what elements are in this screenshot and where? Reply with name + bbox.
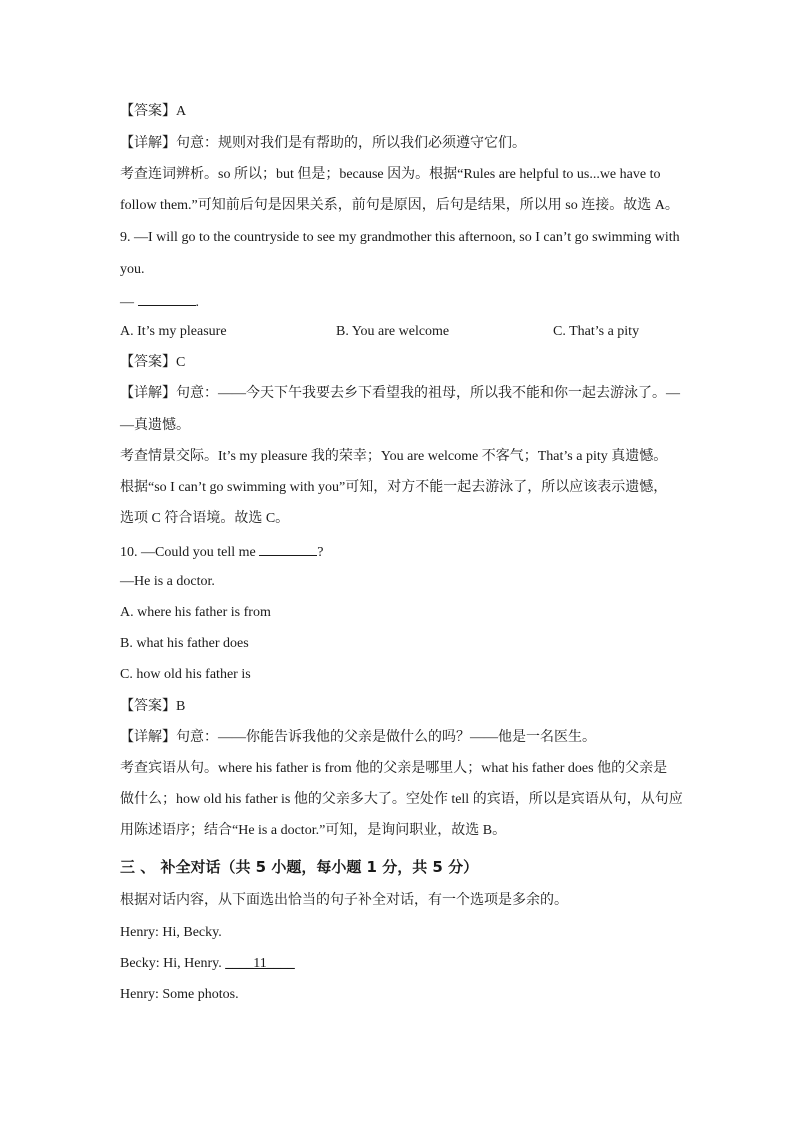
dialog-line-2-text: Becky: Hi, Henry. <box>120 956 222 971</box>
q10-option-c: C. how old his father is <box>120 667 251 682</box>
q10-analysis-line2: 做什么；how old his father is 他的父亲多大了。空处作 tell 的宾语，所以是宾语从句，从句应 <box>120 792 683 807</box>
q9-analysis-line2: 根据“so I can’t go swimming with you”可知，对方不能一起去游泳了，所以应该表示遗憾， <box>120 480 668 495</box>
dialog-line-1: Henry: Hi, Becky. <box>120 925 222 940</box>
dialog-line-2 <box>120 955 295 973</box>
q10-analysis-line3: 用陈述语序；结合“He is a doctor.”可知，是询问职业，故选 B。 <box>120 823 507 838</box>
q9-reply-period: . <box>195 295 199 310</box>
q8-detail: 【详解】句意：规则对我们是有帮助的，所以我们必须遵守它们。 <box>120 136 526 151</box>
q10-answer: 【答案】B <box>120 699 186 714</box>
section-3-instruction: 根据对话内容，从下面选出恰当的句子补全对话，有一个选项是多余的。 <box>120 893 568 908</box>
q10-reply: —He is a doctor. <box>120 574 215 589</box>
q9-detail-line2: —真遗憾。 <box>120 418 190 433</box>
q8-analysis-line2: follow them.”可知前后句是因果关系，前句是原因，后句是结果，所以用 so 连接。故选 A。 <box>120 198 679 213</box>
q10-stem-text: 10. —Could you tell me <box>120 545 256 560</box>
q9-option-a: A. It’s my pleasure <box>120 324 227 339</box>
q9-answer: 【答案】C <box>120 355 186 370</box>
q9-reply <box>120 292 199 312</box>
q9-answer-blank[interactable] <box>138 292 196 306</box>
blank-11[interactable]: ____11____ <box>225 956 295 971</box>
q8-answer: 【答案】A <box>120 104 187 119</box>
q9-detail-line1: 【详解】句意：——今天下午我要去乡下看望我的祖母，所以我不能和你一起去游泳了。— <box>120 386 680 401</box>
q10-stem <box>120 542 323 562</box>
q10-option-b: B. what his father does <box>120 636 249 651</box>
q8-analysis-line1: 考查连词辨析。so 所以；but 但是；because 因为。根据“Rules are helpful to us...we have to <box>120 167 661 182</box>
q9-option-c: C. That’s a pity <box>553 324 640 339</box>
q9-stem-line1: 9. —I will go to the countryside to see my grandmother this afternoon, so I can’t go swimming with <box>120 230 680 245</box>
section-3-title: 三 、 补全对话（共 5 小题，每小题 1 分，共 5 分） <box>120 858 479 876</box>
dialog-line-3: Henry: Some photos. <box>120 987 239 1002</box>
q10-stem-qmark: ? <box>317 545 324 560</box>
q9-reply-dash: — <box>120 295 134 310</box>
q9-analysis-line1: 考查情景交际。It’s my pleasure 我的荣幸；You are welcome 不客气；That’s a pity 真遗憾。 <box>120 449 668 464</box>
q9-analysis-line3: 选项 C 符合语境。故选 C。 <box>120 511 290 526</box>
q10-detail: 【详解】句意：——你能告诉我他的父亲是做什么的吗？——他是一名医生。 <box>120 730 596 745</box>
q9-option-b: B. You are welcome <box>336 324 450 339</box>
q10-analysis-line1: 考查宾语从句。where his father is from 他的父亲是哪里人；what his father does 他的父亲是 <box>120 761 668 776</box>
q10-option-a: A. where his father is from <box>120 605 271 620</box>
q10-answer-blank[interactable] <box>259 542 317 556</box>
q9-stem-line2: you. <box>120 262 145 277</box>
